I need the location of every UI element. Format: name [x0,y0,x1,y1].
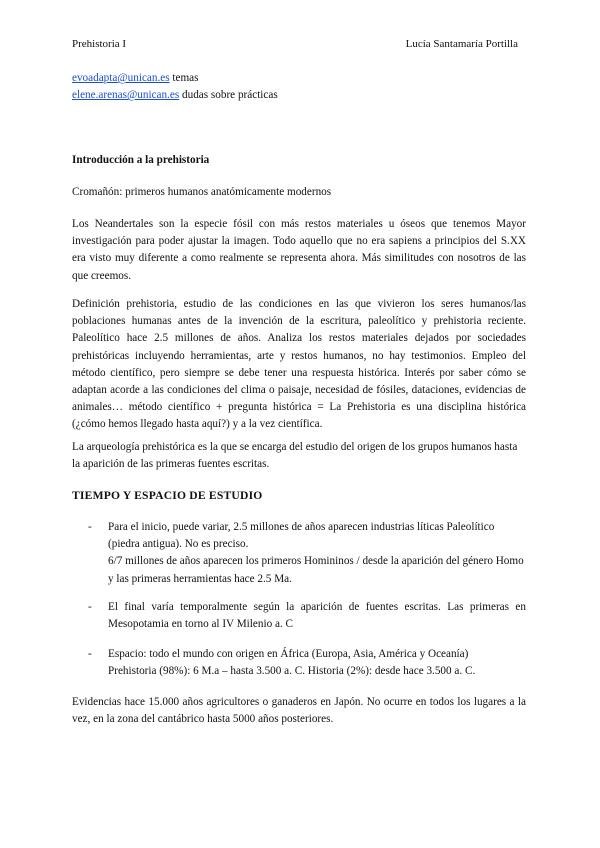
bullet-text: El final varía temporalmente según la aparición de fuentes escritas. Las primeras en Mesopotamia en torno al IV Milenio a. C [108,601,526,631]
section-heading: TIEMPO Y ESPACIO DE ESTUDIO [72,489,263,502]
contact-line [72,87,526,104]
bullet-dash: - [88,601,92,613]
paragraph-arqueologia: La arqueología prehistórica es la que se encarga del estudio del origen de los grupos humanos hasta la aparición de las primeras fuentes escritas. [72,441,518,471]
bullet-dash: - [88,648,92,660]
bullet-text: Para el inicio, puede variar, 2.5 millones de años aparecen industrias líticas Paleolítico (piedra antigua). No es preciso. [108,521,495,551]
email-link[interactable]: elene.arenas@unican.es [72,89,180,102]
contact-note: temas [169,72,199,84]
paragraph-neandertales: Los Neandertales son la especie fósil con más restos materiales u óseos que tenemos Mayor investigación para poder ajustar la imagen. Todo aquello que no era sapiens a principios del S.XX era visto muy diferente a como realmente se representa ahora. Más similitudes con nosotros de las que creemos. [72,218,526,282]
bullet-text: Prehistoria (98%): 6 M.a – hasta 3.500 a. C. Historia (2%): desde hace 3.500 a. C. [108,665,476,678]
bullet-dash: - [88,521,92,533]
bullet-text: Espacio: todo el mundo con origen en África (Europa, Asia, América y Oceanía) [108,648,469,660]
bullet-text: 6/7 millones de años aparecen los primeros Homininos / desde la aparición del género Homo y las primeras herramientas hace 2.5 Ma. [108,555,524,585]
paragraph-definicion: Definición prehistoria, estudio de las condiciones en las que vivieron los seres humanos/las poblaciones humanas antes de la invención de la escritura, paleolítico y prehistoria reciente. Paleolítico hace 2.5 millones de años. Analiza los restos materiales dejados por sociedades prehistóricas incluyendo herramientas, arte y restos humanos, no hay testimonios. Empleo del método científico, pero siempre se debe tener una respuesta histórica. Interés por saber cómo se adaptan acorde a las condiciones del clima o paisaje, necesidad de fósiles, dataciones, evidencias de animales… método científico + pregunta histórica = La Prehistoria es una disciplina histórica (¿cómo hemos llegado hasta aquí?) y a la vez científica. [72,298,526,431]
intro-heading: Introducción a la prehistoria [72,154,210,166]
contact-note: dudas sobre prácticas [179,89,278,102]
header-author-name: Lucía Santamaría Portilla [405,38,518,50]
list-item [88,599,526,633]
email-link[interactable]: evoadapta@unican.es [72,72,170,84]
contact-line [72,70,526,87]
header-course-title: Prehistoria I [72,38,127,50]
list-item [88,519,526,588]
cromanon-line: Cromañón: primeros humanos anatómicamente modernos [72,186,332,198]
contacts-block [72,70,526,104]
paragraph-evidencias: Evidencias hace 15.000 años agricultores o ganaderos en Japón. No ocurre en todos los lugares a la vez, en la zona del cantábrico hasta 5000 años posteriores. [72,696,526,726]
list-item [88,646,526,680]
